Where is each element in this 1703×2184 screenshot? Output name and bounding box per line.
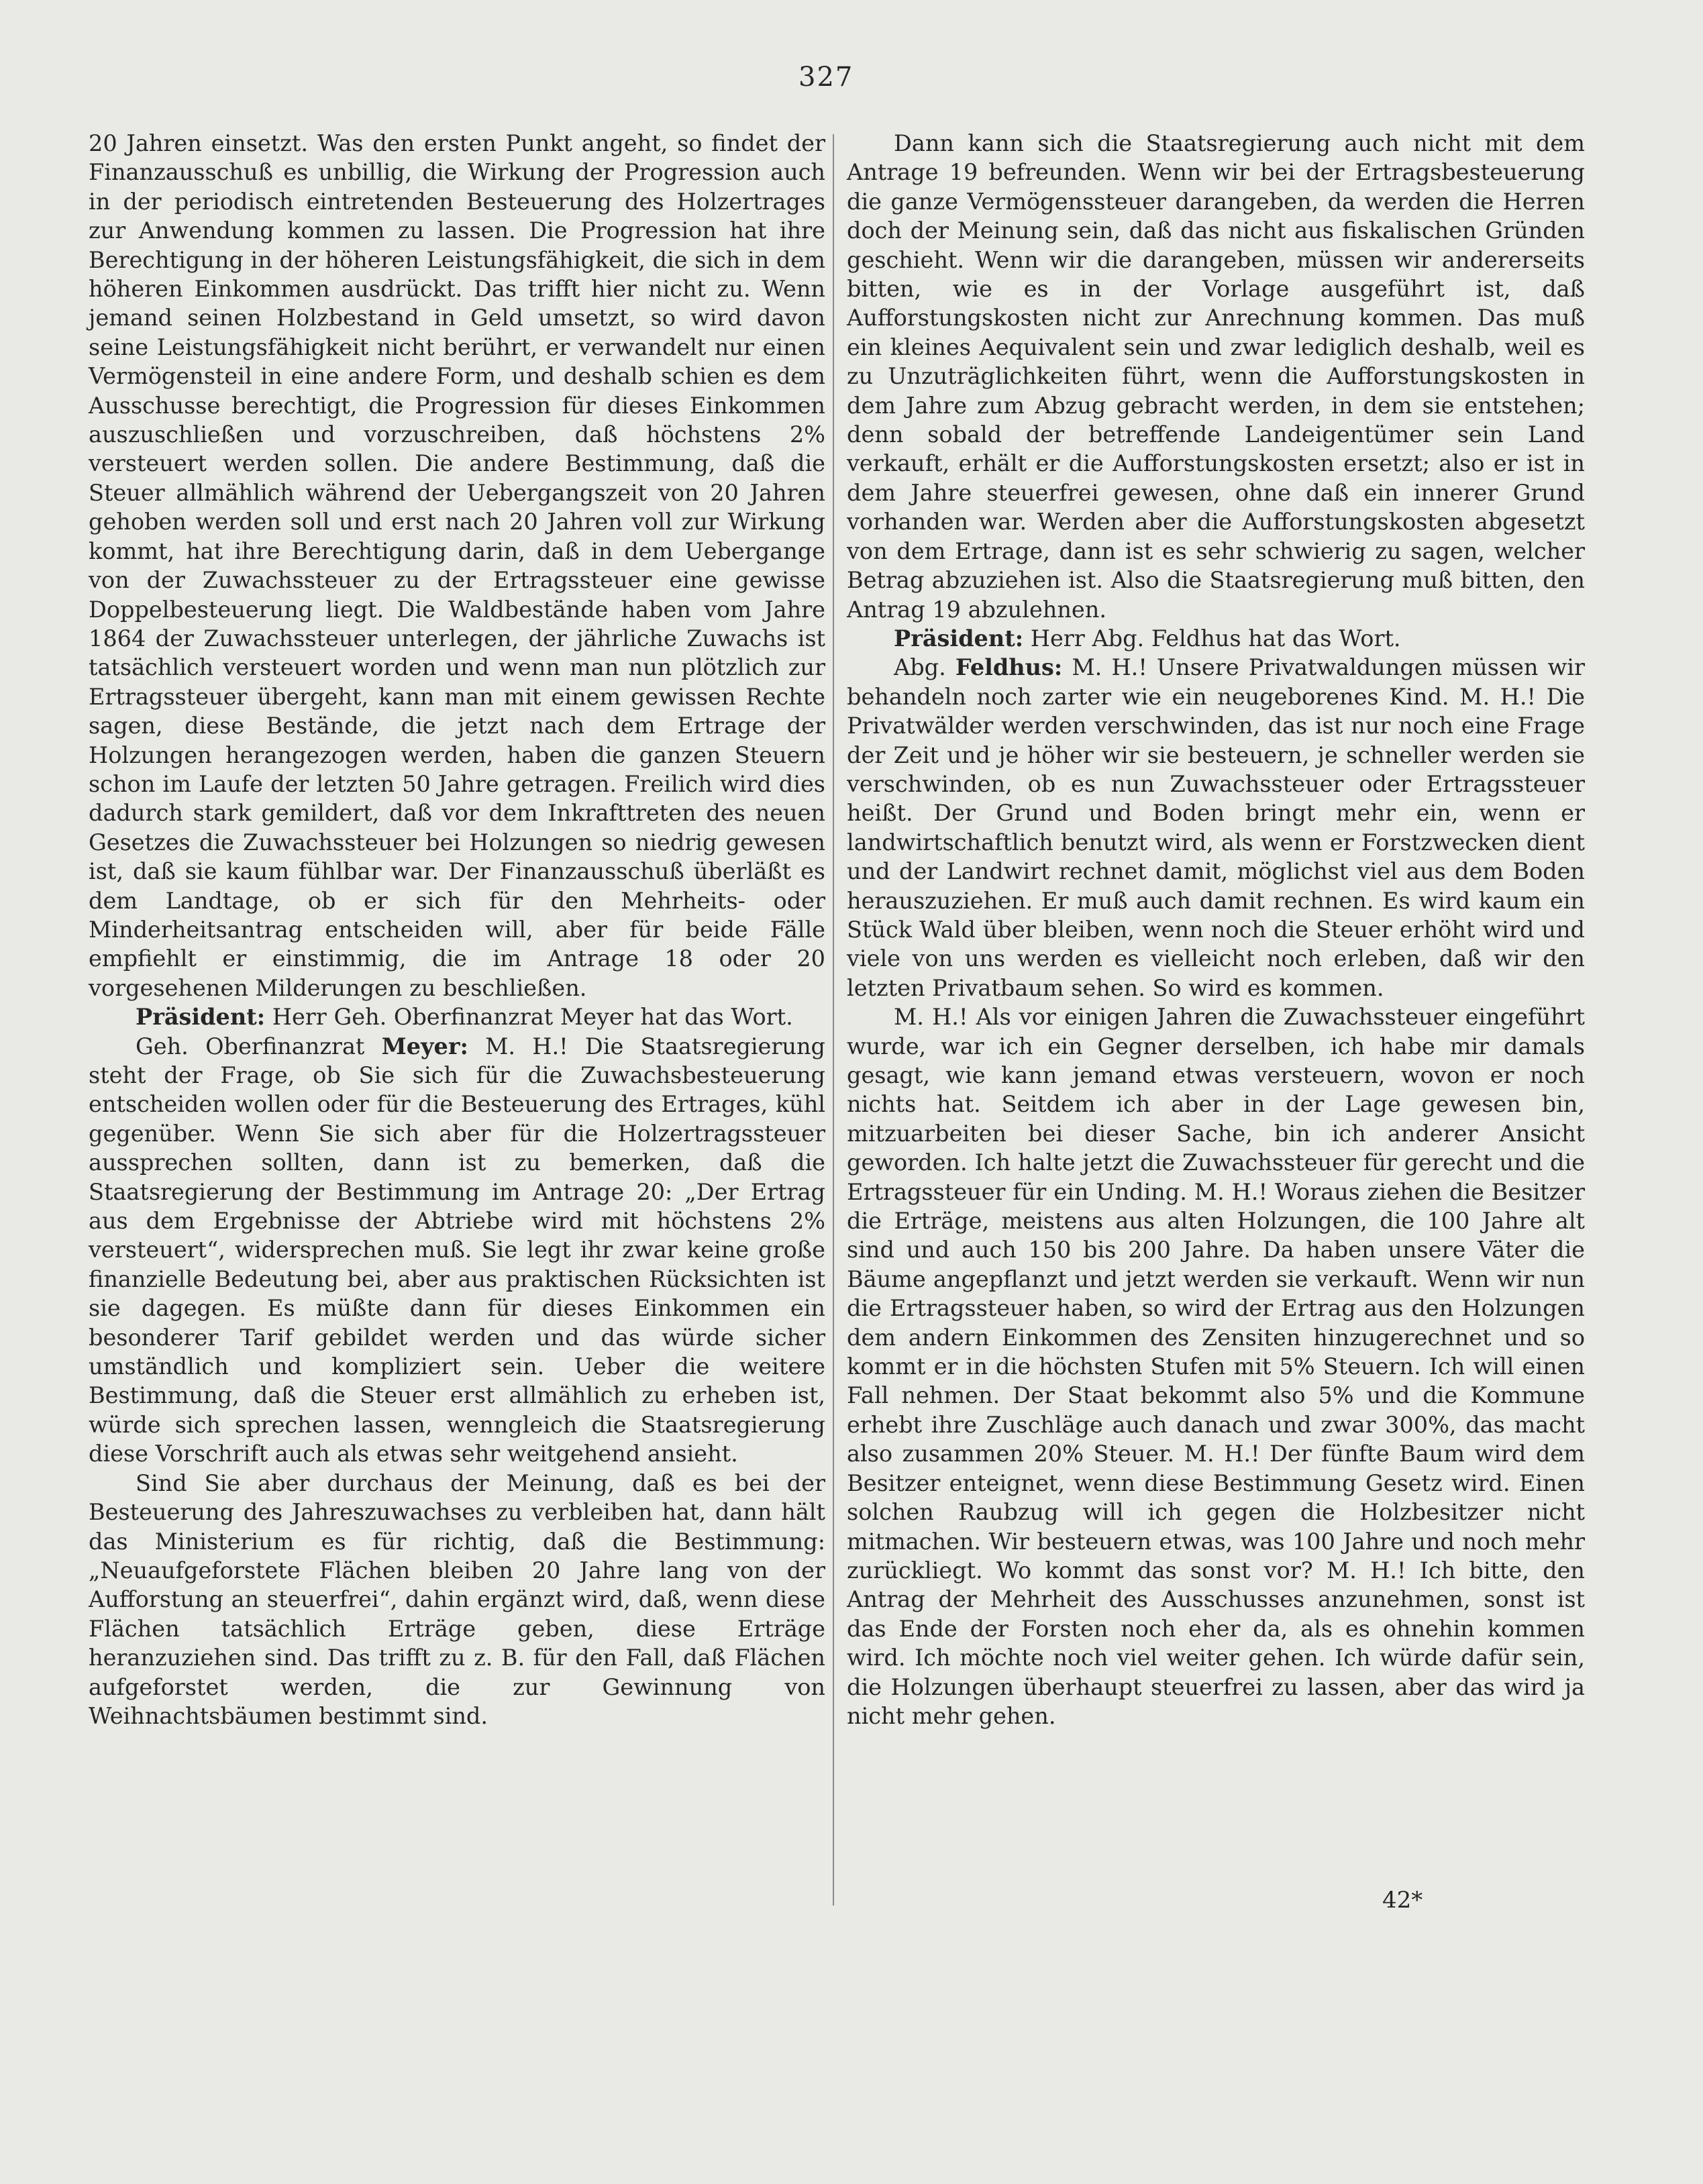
paragraph	[847, 624, 1585, 653]
paragraph	[89, 1469, 825, 1731]
speaker-name: Präsident:	[136, 1004, 266, 1031]
paragraph	[847, 1002, 1585, 1730]
column-divider	[833, 134, 834, 1906]
paragraph	[89, 129, 825, 1002]
left-column	[89, 129, 825, 1730]
paragraph-text: Dann kann sich die Staatsregierung auch nicht mit dem Antrage 19 befreunden. Wenn wir bei der Ertragsbesteuerung die ganze Vermögenssteuer darangeben, da werden die Herren doch der Meinung sein, daß das nicht aus fiskalischen Gründen geschieht. Wenn wir die darangeben, müssen wir andererseits bitten, wie es in der Vorlage ausgeführt ist, daß Aufforstungskosten nicht zur Anrechnung kommen. Das muß ein kleines Aequivalent sein und zwar lediglich deshalb, weil es zu Unzuträglichkeiten führt, wenn die Aufforstungskosten in dem Jahre zum Abzug gebracht werden, in dem sie entstehen; denn sobald der betreffende Landeigentümer sein Land verkauft, erhält er die Aufforstungskosten ersetzt; also er ist in dem Jahre steuerfrei gewesen, ohne daß ein innerer Grund vorhanden war. Werden aber die Aufforstungskosten abgesetzt von dem Ertrage, dann ist es sehr schwierig zu sagen, welcher Betrag abzuziehen ist. Also die Staatsregierung muß bitten, den Antrag 19 abzulehnen.	[847, 130, 1585, 623]
paragraph-text: 20 Jahren einsetzt. Was den ersten Punkt angeht, so findet der Finanzausschuß es unbillig, die Wirkung der Progression auch in der periodisch eintretenden Besteuerung des Holzertrages zur Anwendung kommen zu lassen. Die Progression hat ihre Berechtigung in der höheren Leistungsfähigkeit, die sich in dem höheren Einkommen ausdrückt. Das trifft hier nicht zu. Wenn jemand seinen Holzbestand in Geld umsetzt, so wird davon seine Leistungsfähigkeit nicht berührt, er verwandelt nur einen Vermögensteil in eine andere Form, und deshalb schien es dem Ausschusse berechtigt, die Progression für dieses Einkommen auszuschließen und vorzuschreiben, daß höchstens 2% versteuert werden sollen. Die andere Bestimmung, daß die Steuer allmählich während der Uebergangszeit von 20 Jahren gehoben werden soll und erst nach 20 Jahren voll zur Wirkung kommt, hat ihre Berechtigung darin, daß in dem Uebergange von der Zuwachssteuer zu der Ertragssteuer eine gewisse Doppelbesteuerung liegt. Die Waldbestände haben vom Jahre 1864 der Zuwachssteuer unterlegen, der jährliche Zuwachs ist tatsächlich versteuert worden und wenn man nun plötzlich zur Ertragssteuer übergeht, kann man mit einem gewissen Rechte sagen, diese Bestände, die jetzt nach dem Ertrage der Holzungen herangezogen werden, haben die ganzen Steuern schon im Laufe der letzten 50 Jahre getragen. Freilich wird dies dadurch stark gemildert, daß vor dem Inkrafttreten des neuen Gesetzes die Zuwachssteuer bei Holzungen so niedrig gewesen ist, daß sie kaum fühlbar war. Der Finanzausschuß überläßt es dem Landtage, ob er sich für den Mehrheits- oder Minderheitsantrag entscheiden will, aber für beide Fälle empfiehlt er einstimmig, die im Antrage 18 oder 20 vorgesehenen Milderungen zu beschließen.	[89, 130, 825, 1001]
paragraph-text: Sind Sie aber durchaus der Meinung, daß es bei der Besteuerung des Jahreszuwachses zu verbleiben hat, dann hält das Ministerium es für richtig, daß die Bestimmung: „Neuaufgeforstete Flächen bleiben 20 Jahre lang von der Aufforstung an steuerfrei“, dahin ergänzt wird, daß, wenn diese Flächen tatsächlich Erträge geben, diese Erträge heranzuziehen sind. Das trifft zu z. B. für den Fall, daß Flächen aufgeforstet werden, die zur Gewinnung von Weihnachtsbäumen bestimmt sind.	[89, 1469, 825, 1729]
paragraph	[89, 1032, 825, 1469]
speaker-name: Feldhus:	[955, 654, 1063, 681]
speaker-name: Meyer:	[381, 1033, 468, 1059]
paragraph-text: M. H.! Unsere Privatwaldungen müssen wir behandeln noch zarter wie ein neugeborenes Kind. M. H.! Die Privatwälder werden verschwinden, das ist nur noch eine Frage der Zeit und je höher wir sie besteuern, je schneller werden sie verschwinden, ob es nun Zuwachssteuer oder Ertragssteuer heißt. Der Grund und Boden bringt mehr ein, wenn er landwirtschaftlich benutzt wird, als wenn er Forstzwecken dient und der Landwirt rechnet damit, möglichst viel aus dem Boden herauszuziehen. Er muß auch damit rechnen. Es wird kaum ein Stück Wald über bleiben, wenn noch die Steuer erhöht wird und viele von uns werden es vielleicht noch erleben, daß wir den letzten Privatbaum sehen. So wird es kommen.	[847, 654, 1585, 1001]
paragraph-text: M. H.! Die Staatsregierung steht der Frage, ob Sie sich für die Zuwachsbesteuerung entscheiden wollen oder für die Besteuerung des Ertrages, kühl gegenüber. Wenn Sie sich aber für die Holzertragssteuer aussprechen sollten, dann ist zu bemerken, daß die Staatsregierung der Bestimmung im Antrage 20: „Der Ertrag aus dem Ergebnisse der Abtriebe wird mit höchstens 2% versteuert“, widersprechen muß. Sie legt ihr zwar keine große finanzielle Bedeutung bei, aber aus praktischen Rücksichten ist sie dagegen. Es müßte dann für dieses Einkommen ein besonderer Tarif gebildet werden und das würde sicher umständlich und kompliziert sein. Ueber die weitere Bestimmung, daß die Steuer erst allmählich zu erheben ist, würde sich sprechen lassen, wenngleich die Staatsregierung diese Vorschrift auch als etwas sehr weitgehend ansieht.	[89, 1033, 825, 1467]
paragraph	[847, 129, 1585, 624]
page-number: 327	[798, 62, 854, 93]
paragraph-text: M. H.! Als vor einigen Jahren die Zuwachssteuer eingeführt wurde, war ich ein Gegner derselben, ich habe mir damals gesagt, wie kann jemand etwas versteuern, wovon er noch nichts hat. Seitdem ich aber in der Lage gewesen bin, mitzuarbeiten bei dieser Sache, bin ich anderer Ansicht geworden. Ich halte jetzt die Zuwachssteuer für gerecht und die Ertragssteuer für ein Unding. M. H.! Woraus ziehen die Besitzer die Erträge, meistens aus alten Holzungen, die 100 Jahre alt sind und auch 150 bis 200 Jahre. Da haben unsere Väter die Bäume angepflanzt und jetzt werden sie verkauft. Wenn wir nun die Ertragssteuer haben, so wird der Ertrag aus den Holzungen dem andern Einkommen des Zensiten hinzugerechnet und so kommt er in die höchsten Stufen mit 5% Steuern. Ich will einen Fall nehmen. Der Staat bekommt also 5% und die Kommune erhebt ihre Zuschläge auch danach und zwar 300%, das macht also zusammen 20% Steuer. M. H.! Der fünfte Baum wird dem Besitzer enteignet, wenn diese Bestimmung Gesetz wird. Einen solchen Raubzug will ich gegen die Holzbesitzer nicht mitmachen. Wir besteuern etwas, was 100 Jahre und noch mehr zurückliegt. Wo kommt das sonst vor? M. H.! Ich bitte, den Antrag der Mehrheit des Ausschusses anzunehmen, sonst ist das Ende der Forsten noch eher da, als es ohnehin kommen wird. Ich möchte noch viel weiter gehen. Ich würde dafür sein, die Holzungen überhaupt steuerfrei zu lassen, aber das wird ja nicht mehr gehen.	[847, 1004, 1585, 1729]
paragraph-text: Abg.	[894, 654, 956, 681]
signature-mark: 42*	[1382, 1887, 1423, 1914]
speaker-name: Präsident:	[894, 625, 1024, 652]
paragraph	[89, 1002, 825, 1031]
right-column	[847, 129, 1585, 1730]
paragraph	[847, 653, 1585, 1002]
paragraph-text: Geh. Oberfinanzrat	[136, 1033, 382, 1059]
paragraph-text: Herr Geh. Oberfinanzrat Meyer hat das Wort.	[265, 1004, 793, 1031]
paragraph-text: Herr Abg. Feldhus hat das Wort.	[1023, 625, 1401, 652]
